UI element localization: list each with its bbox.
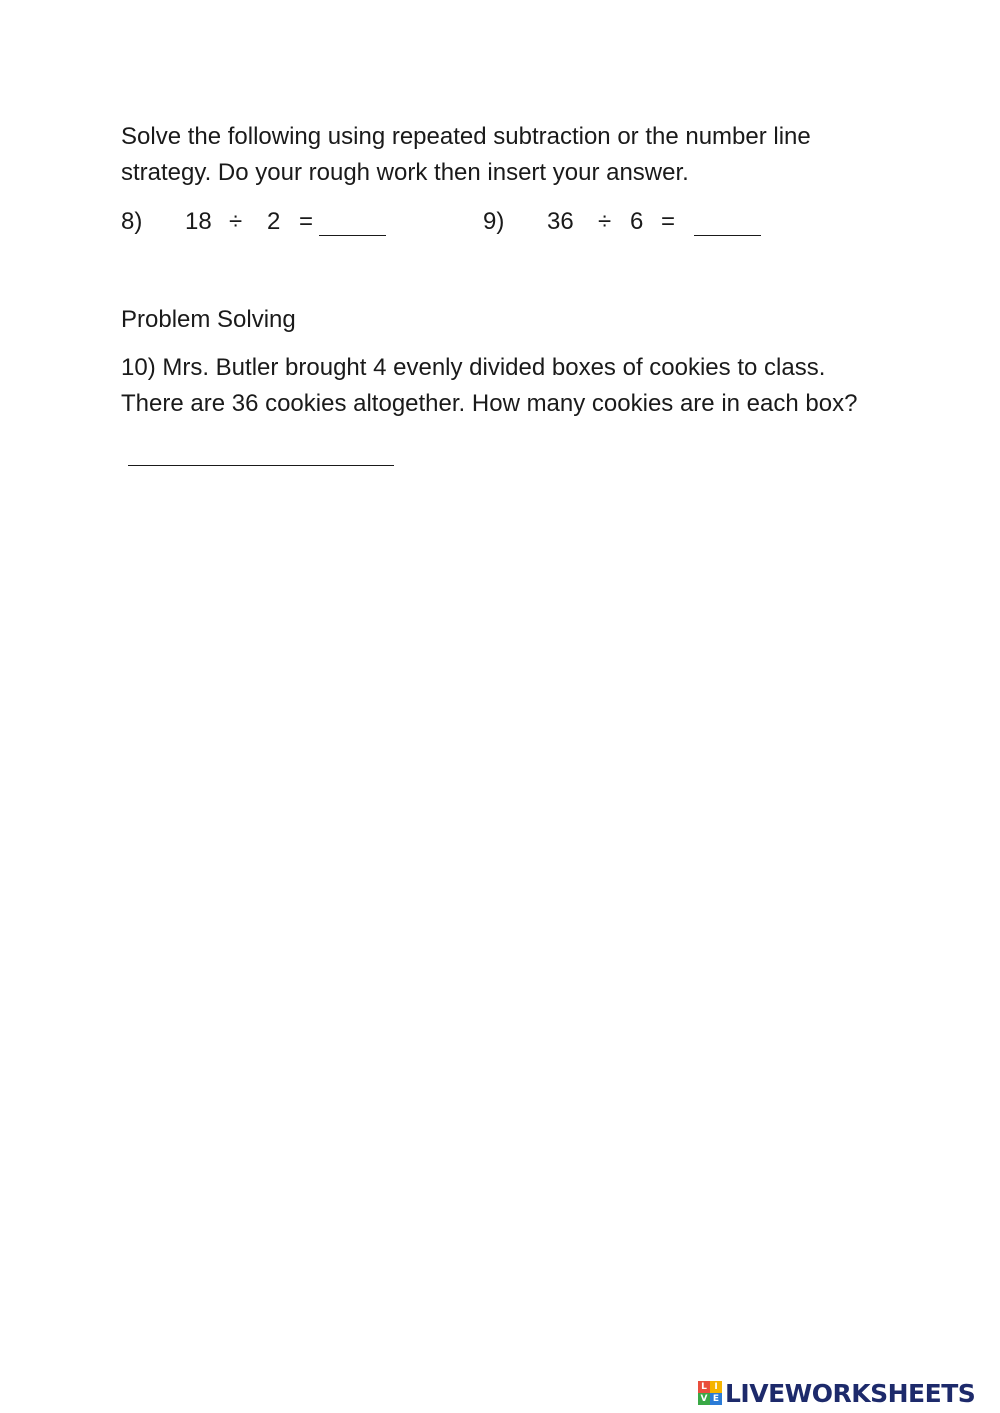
instructions-line-2: strategy. Do your rough work then insert your answer. bbox=[121, 159, 689, 186]
answer-10-input[interactable] bbox=[128, 436, 398, 466]
problem-line-1: 10) Mrs. Butler brought 4 evenly divided boxes of cookies to class. bbox=[121, 354, 826, 381]
equals-sign: = bbox=[661, 208, 676, 235]
problem-line-2: There are 36 cookies altogether. How many cookies are in each box? bbox=[121, 390, 858, 417]
equals-sign: = bbox=[299, 208, 314, 235]
question-number: 9) bbox=[483, 208, 505, 235]
instructions-line-1: Solve the following using repeated subtraction or the number line bbox=[121, 123, 811, 150]
answer-9-blank bbox=[694, 235, 761, 236]
liveworksheets-logo bbox=[698, 1378, 975, 1408]
question-number: 8) bbox=[121, 208, 143, 235]
section-title: Problem Solving bbox=[121, 306, 296, 333]
logo-text: LIVEWORKSHEETS bbox=[725, 1378, 976, 1408]
answer-9-input[interactable] bbox=[694, 208, 765, 236]
divide-sign: ÷ bbox=[229, 208, 243, 235]
logo-mark-icon: L I V E bbox=[698, 1381, 722, 1405]
divide-sign: ÷ bbox=[598, 208, 612, 235]
dividend: 18 bbox=[185, 208, 212, 235]
answer-8-blank bbox=[319, 235, 386, 236]
divisor: 2 bbox=[267, 208, 281, 235]
dividend: 36 bbox=[547, 208, 574, 235]
answer-8-input[interactable] bbox=[319, 208, 390, 236]
answer-10-blank bbox=[128, 465, 394, 466]
divisor: 6 bbox=[630, 208, 644, 235]
